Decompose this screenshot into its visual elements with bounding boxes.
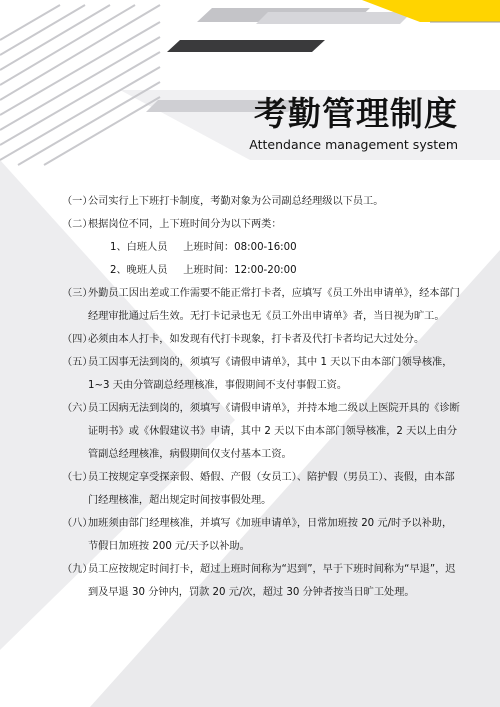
diagonal-stripes (0, 5, 160, 165)
light-gray-bar (256, 12, 412, 24)
item-number: （三） (62, 288, 93, 299)
item-text: 公司实行上下班打卡制度，考勤对象为公司副总经理级以下员工。 (88, 196, 384, 207)
shift-label: 1、白班人员 (110, 242, 168, 253)
shift-label: 2、晚班人员 (110, 265, 168, 276)
policy-item (62, 397, 462, 466)
item-number: （七） (62, 472, 93, 483)
page-subtitle: Attendance management system (249, 137, 458, 152)
item-number: （八） (62, 518, 93, 529)
item-text: 加班须由部门经理核准，并填写《加班申请单》，日常加班按 20 元/时予以补助，节假日加班按 200 元/天予以补助。 (88, 518, 453, 552)
item-text: 必须由本人打卡，如发现有代打卡现象，打卡者及代打卡者均记大过处分。 (88, 334, 425, 345)
policy-item (62, 466, 462, 512)
policy-item (62, 190, 462, 213)
shift-row (62, 236, 462, 259)
page-title: 考勤管理制度 (254, 94, 458, 133)
item-number: （九） (62, 564, 93, 575)
policy-item (62, 282, 462, 328)
item-text: 外勤员工因出差或工作需要不能正常打卡者，应填写《员工外出申请单》，经本部门经理审批通过后生效。无打卡记录也无《员工外出申请单》者，当日视为旷工。 (88, 288, 460, 322)
policy-item (62, 558, 462, 604)
policy-item (62, 328, 462, 351)
item-number: （五） (62, 357, 93, 368)
policy-item (62, 512, 462, 558)
item-number: （二） (62, 219, 93, 230)
item-number: （六） (62, 403, 93, 414)
item-text: 员工因事无法到岗的，须填写《请假申请单》，其中 1 天以下由本部门领导核准，1~3 天由分管副总经理核准，事假期间不支付事假工资。 (88, 357, 453, 391)
shift-row (62, 259, 462, 282)
dark-bar (167, 40, 325, 52)
item-text: 员工按规定享受探亲假、婚假、产假（女员工）、陪护假（男员工）、丧假，由本部门经理核准，超出规定时间按事假处理。 (88, 472, 455, 506)
item-number: （一） (62, 196, 93, 207)
policy-item (62, 351, 462, 397)
item-text: 员工应按规定时间打卡，超过上班时间称为“迟到”，早于下班时间称为“早退”，迟到及早退 30 分钟内，罚款 20 元/次，超过 30 分钟者按当日旷工处理。 (88, 564, 456, 598)
item-number: （四） (62, 334, 93, 345)
item-text: 根据岗位不同，上下班时间分为以下两类： (88, 219, 282, 230)
item-text: 员工因病无法到岗的，须填写《请假申请单》，并持本地二级以上医院开具的《诊断证明书》或《休假建议书》申请，其中 2 天以下由本部门领导核准，2 天以上由分管副总经理核准，病假期间仅支付基本工资。 (88, 403, 460, 460)
policy-content (62, 190, 462, 604)
policy-item (62, 213, 462, 236)
shift-time: 上班时间：08:00-16:00 (183, 242, 297, 253)
shift-time: 上班时间：12:00-20:00 (183, 265, 297, 276)
